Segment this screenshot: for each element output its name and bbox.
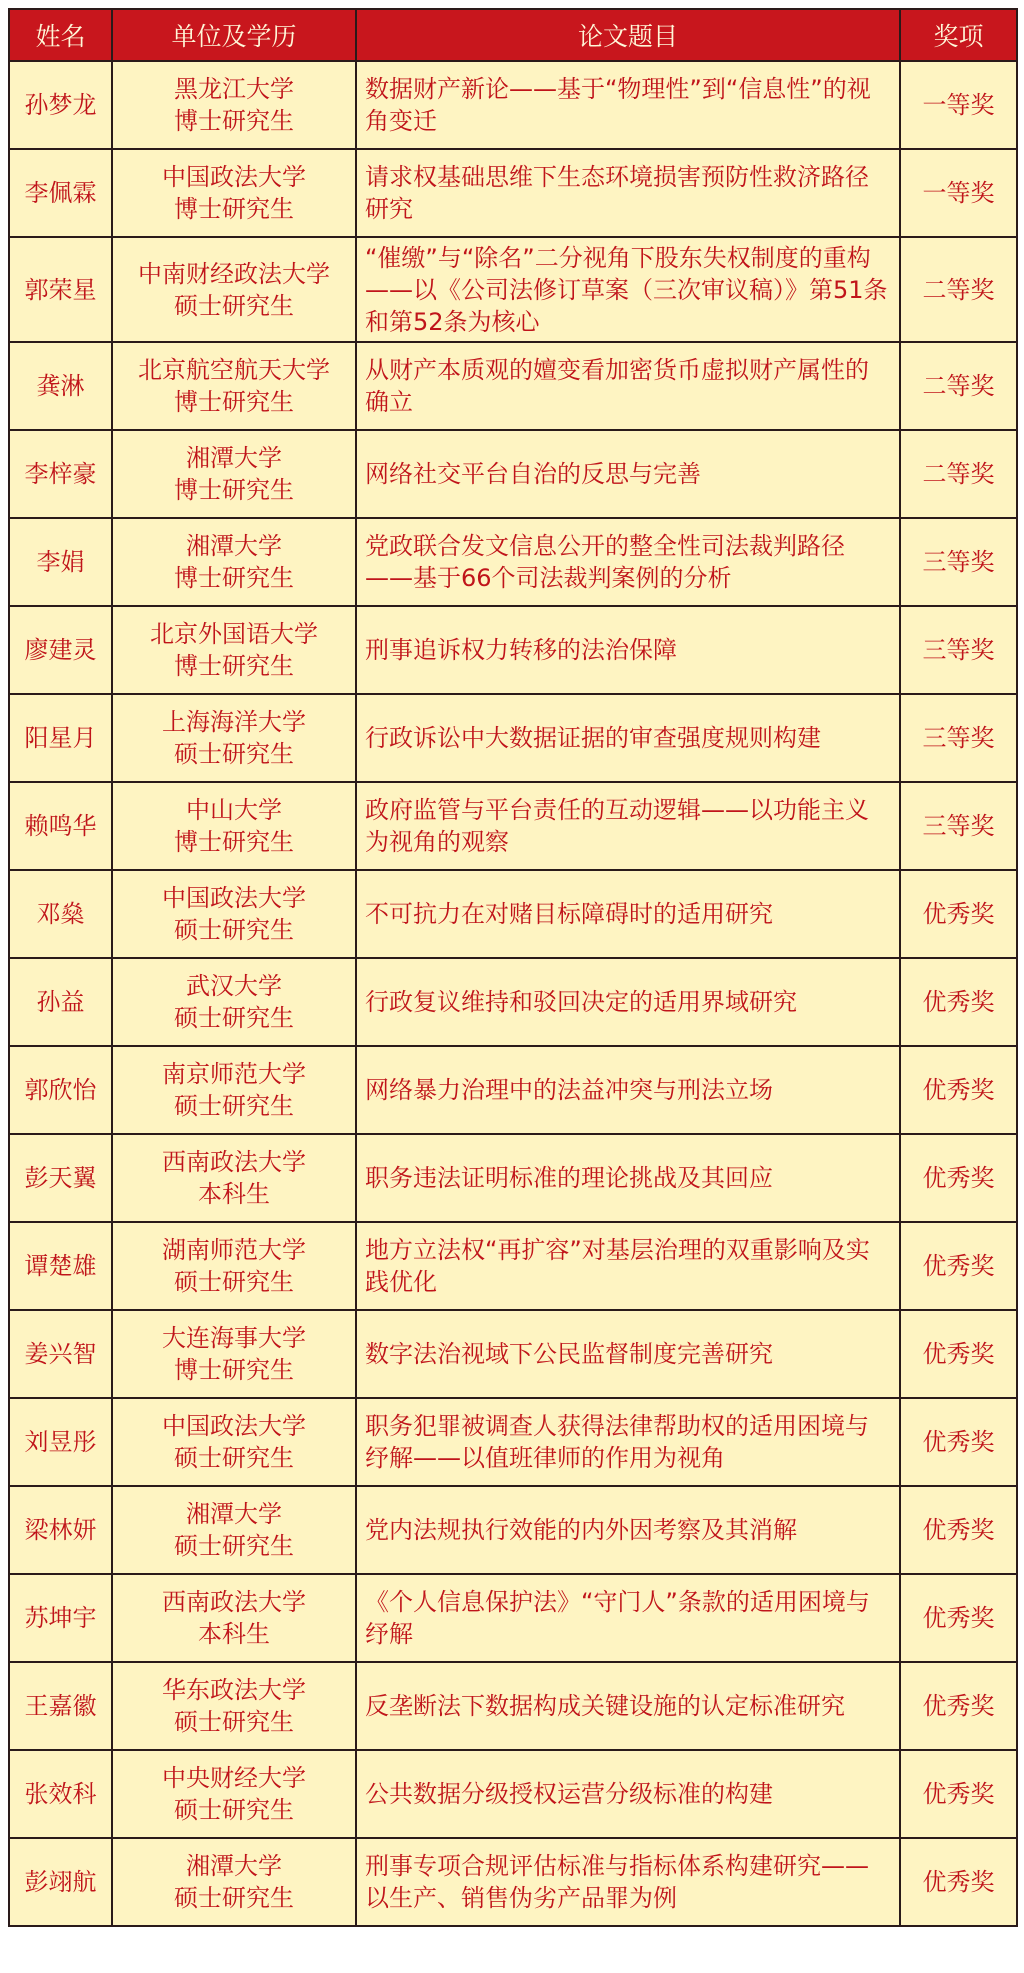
table-row — [9, 1398, 1017, 1486]
school-name: 中山大学 — [186, 796, 282, 824]
table-row — [9, 870, 1017, 958]
unit-cell — [112, 1398, 356, 1486]
school-name: 湖南师范大学 — [162, 1236, 306, 1264]
award-table — [8, 8, 1018, 1927]
unit-cell — [112, 1486, 356, 1574]
degree-level: 博士研究生 — [174, 1356, 294, 1384]
school-name: 湘潭大学 — [186, 1852, 282, 1880]
paper-title: 《个人信息保护法》“守门人”条款的适用困境与纾解 — [356, 1574, 900, 1662]
degree-level: 本科生 — [198, 1620, 270, 1648]
paper-title: 数字法治视域下公民监督制度完善研究 — [356, 1310, 900, 1398]
unit-cell — [112, 1574, 356, 1662]
degree-level: 本科生 — [198, 1180, 270, 1208]
school-name: 中国政法大学 — [162, 884, 306, 912]
award-level: 优秀奖 — [900, 1838, 1017, 1926]
paper-title: 职务违法证明标准的理论挑战及其回应 — [356, 1134, 900, 1222]
author-name: 孙益 — [9, 958, 112, 1046]
degree-level: 硕士研究生 — [174, 1004, 294, 1032]
author-name: 姜兴智 — [9, 1310, 112, 1398]
school-name: 湘潭大学 — [186, 532, 282, 560]
table-row — [9, 1750, 1017, 1838]
school-name: 北京外国语大学 — [150, 620, 318, 648]
award-level: 三等奖 — [900, 694, 1017, 782]
award-level: 优秀奖 — [900, 870, 1017, 958]
unit-cell — [112, 342, 356, 430]
school-name: 西南政法大学 — [162, 1148, 306, 1176]
header-title: 论文题目 — [356, 9, 900, 61]
paper-title: “催缴”与“除名”二分视角下股东失权制度的重构——以《公司法修订草案（三次审议稿）》第51条和第52条为核心 — [356, 237, 900, 342]
award-level: 优秀奖 — [900, 1662, 1017, 1750]
degree-level: 博士研究生 — [174, 564, 294, 592]
award-level: 三等奖 — [900, 518, 1017, 606]
degree-level: 博士研究生 — [174, 476, 294, 504]
degree-level: 博士研究生 — [174, 195, 294, 223]
award-level: 二等奖 — [900, 237, 1017, 342]
school-name: 中央财经大学 — [162, 1764, 306, 1792]
award-level: 优秀奖 — [900, 1486, 1017, 1574]
school-name: 华东政法大学 — [162, 1676, 306, 1704]
table-row — [9, 958, 1017, 1046]
author-name: 李佩霖 — [9, 149, 112, 237]
award-level: 优秀奖 — [900, 1574, 1017, 1662]
award-level: 一等奖 — [900, 149, 1017, 237]
table-row — [9, 1310, 1017, 1398]
school-name: 湘潭大学 — [186, 444, 282, 472]
paper-title: 行政诉讼中大数据证据的审查强度规则构建 — [356, 694, 900, 782]
author-name: 苏坤宇 — [9, 1574, 112, 1662]
award-level: 优秀奖 — [900, 1134, 1017, 1222]
table-row — [9, 1134, 1017, 1222]
author-name: 王嘉徽 — [9, 1662, 112, 1750]
unit-cell — [112, 1750, 356, 1838]
author-name: 郭欣怡 — [9, 1046, 112, 1134]
table-row — [9, 694, 1017, 782]
school-name: 武汉大学 — [186, 972, 282, 1000]
table-row — [9, 606, 1017, 694]
paper-title: 刑事追诉权力转移的法治保障 — [356, 606, 900, 694]
paper-title: 公共数据分级授权运营分级标准的构建 — [356, 1750, 900, 1838]
paper-title: 不可抗力在对赌目标障碍时的适用研究 — [356, 870, 900, 958]
degree-level: 博士研究生 — [174, 828, 294, 856]
degree-level: 博士研究生 — [174, 107, 294, 135]
award-level: 优秀奖 — [900, 958, 1017, 1046]
table-row — [9, 1046, 1017, 1134]
school-name: 大连海事大学 — [162, 1324, 306, 1352]
author-name: 廖建灵 — [9, 606, 112, 694]
author-name: 邓燊 — [9, 870, 112, 958]
award-level: 二等奖 — [900, 342, 1017, 430]
unit-cell — [112, 1134, 356, 1222]
table-row — [9, 1838, 1017, 1926]
degree-level: 硕士研究生 — [174, 1444, 294, 1472]
unit-cell — [112, 1838, 356, 1926]
award-level: 优秀奖 — [900, 1046, 1017, 1134]
paper-title: 网络社交平台自治的反思与完善 — [356, 430, 900, 518]
author-name: 郭荣星 — [9, 237, 112, 342]
award-table-container — [8, 8, 1016, 1965]
unit-cell — [112, 1046, 356, 1134]
header-award: 奖项 — [900, 9, 1017, 61]
table-row — [9, 518, 1017, 606]
degree-level: 硕士研究生 — [174, 1268, 294, 1296]
award-level: 三等奖 — [900, 606, 1017, 694]
paper-title: 反垄断法下数据构成关键设施的认定标准研究 — [356, 1662, 900, 1750]
author-name: 梁林妍 — [9, 1486, 112, 1574]
school-name: 北京航空航天大学 — [138, 356, 330, 384]
table-row — [9, 61, 1017, 149]
table-body — [9, 61, 1017, 1926]
paper-title: 职务犯罪被调查人获得法律帮助权的适用困境与纾解——以值班律师的作用为视角 — [356, 1398, 900, 1486]
author-name: 孙梦龙 — [9, 61, 112, 149]
unit-cell — [112, 958, 356, 1046]
author-name: 刘昱彤 — [9, 1398, 112, 1486]
school-name: 中国政法大学 — [162, 1412, 306, 1440]
paper-title: 党内法规执行效能的内外因考察及其消解 — [356, 1486, 900, 1574]
table-row — [9, 237, 1017, 342]
table-row — [9, 149, 1017, 237]
school-name: 西南政法大学 — [162, 1588, 306, 1616]
table-row — [9, 1662, 1017, 1750]
paper-title: 请求权基础思维下生态环境损害预防性救济路径研究 — [356, 149, 900, 237]
paper-title: 党政联合发文信息公开的整全性司法裁判路径——基于66个司法裁判案例的分析 — [356, 518, 900, 606]
table-header — [9, 9, 1017, 61]
unit-cell — [112, 61, 356, 149]
unit-cell — [112, 149, 356, 237]
unit-cell — [112, 782, 356, 870]
award-level: 三等奖 — [900, 782, 1017, 870]
author-name: 张效科 — [9, 1750, 112, 1838]
award-level: 二等奖 — [900, 430, 1017, 518]
paper-title: 数据财产新论——基于“物理性”到“信息性”的视角变迁 — [356, 61, 900, 149]
degree-level: 硕士研究生 — [174, 1092, 294, 1120]
unit-cell — [112, 430, 356, 518]
table-row — [9, 1222, 1017, 1310]
school-name: 黑龙江大学 — [174, 75, 294, 103]
award-level: 一等奖 — [900, 61, 1017, 149]
degree-level: 硕士研究生 — [174, 1796, 294, 1824]
paper-title: 行政复议维持和驳回决定的适用界域研究 — [356, 958, 900, 1046]
school-name: 中南财经政法大学 — [138, 259, 330, 288]
degree-level: 硕士研究生 — [174, 1708, 294, 1736]
table-row — [9, 430, 1017, 518]
author-name: 阳星月 — [9, 694, 112, 782]
author-name: 赖鸣华 — [9, 782, 112, 870]
award-level: 优秀奖 — [900, 1222, 1017, 1310]
degree-level: 硕士研究生 — [174, 291, 294, 320]
paper-title: 地方立法权“再扩容”对基层治理的双重影响及实践优化 — [356, 1222, 900, 1310]
author-name: 谭楚雄 — [9, 1222, 112, 1310]
degree-level: 博士研究生 — [174, 388, 294, 416]
unit-cell — [112, 1662, 356, 1750]
degree-level: 博士研究生 — [174, 652, 294, 680]
paper-title: 从财产本质观的嬗变看加密货币虚拟财产属性的确立 — [356, 342, 900, 430]
author-name: 李娟 — [9, 518, 112, 606]
paper-title: 网络暴力治理中的法益冲突与刑法立场 — [356, 1046, 900, 1134]
school-name: 湘潭大学 — [186, 1500, 282, 1528]
header-name: 姓名 — [9, 9, 112, 61]
table-row — [9, 342, 1017, 430]
header-unit: 单位及学历 — [112, 9, 356, 61]
unit-cell — [112, 694, 356, 782]
author-name: 彭天翼 — [9, 1134, 112, 1222]
table-row — [9, 1486, 1017, 1574]
school-name: 南京师范大学 — [162, 1060, 306, 1088]
author-name: 龚淋 — [9, 342, 112, 430]
table-row — [9, 1574, 1017, 1662]
header-row — [9, 9, 1017, 61]
unit-cell — [112, 1222, 356, 1310]
unit-cell — [112, 1310, 356, 1398]
school-name: 上海海洋大学 — [162, 708, 306, 736]
paper-title: 刑事专项合规评估标准与指标体系构建研究——以生产、销售伪劣产品罪为例 — [356, 1838, 900, 1926]
unit-cell — [112, 870, 356, 958]
degree-level: 硕士研究生 — [174, 1884, 294, 1912]
author-name: 李梓豪 — [9, 430, 112, 518]
degree-level: 硕士研究生 — [174, 740, 294, 768]
unit-cell — [112, 518, 356, 606]
author-name: 彭翊航 — [9, 1838, 112, 1926]
degree-level: 硕士研究生 — [174, 916, 294, 944]
school-name: 中国政法大学 — [162, 163, 306, 191]
paper-title: 政府监管与平台责任的互动逻辑——以功能主义为视角的观察 — [356, 782, 900, 870]
award-level: 优秀奖 — [900, 1310, 1017, 1398]
unit-cell — [112, 237, 356, 342]
degree-level: 硕士研究生 — [174, 1532, 294, 1560]
unit-cell — [112, 606, 356, 694]
award-level: 优秀奖 — [900, 1750, 1017, 1838]
table-row — [9, 782, 1017, 870]
award-level: 优秀奖 — [900, 1398, 1017, 1486]
